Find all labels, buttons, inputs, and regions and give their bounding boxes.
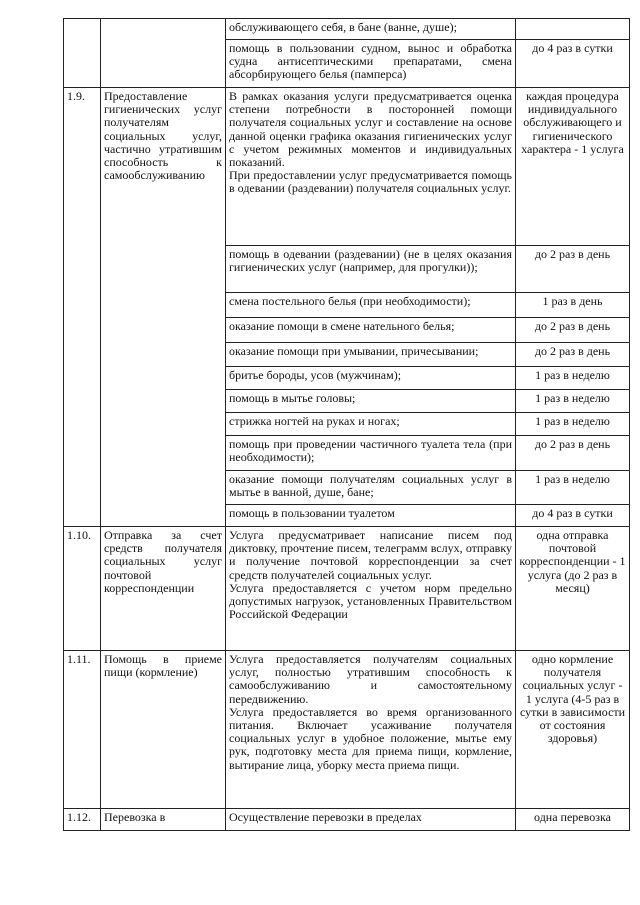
service-name: Предоставление гигиенических услуг получателям социальных услуг, частично утратившим способность к самообслуживанию — [101, 88, 226, 527]
service-description: оказание помощи при умывании, причесывании; — [226, 343, 516, 367]
service-description: помощь в пользовании судном, вынос и обработка судна антисептическими препаратами, смена абсорбирующего белья (памперса) — [226, 40, 516, 88]
service-frequency: 1 раз в неделю — [516, 471, 630, 505]
service-frequency: 1 раз в неделю — [516, 367, 630, 390]
service-description: помощь в одевании (раздевании) (не в целях оказания гигиенических услуг (например, для прогулки)); — [226, 246, 516, 293]
description-paragraph: При предоставлении услуг предусматривается помощь в одевании (раздевании) получателя социальных услуг. — [229, 168, 512, 196]
service-frequency: 1 раз в неделю — [516, 390, 630, 413]
table-row — [64, 527, 630, 651]
service-frequency: одно кормление получателя социальных услуг - 1 услуга (4-5 раз в сутки в зависимости от состояния здоровья) — [516, 651, 630, 809]
row-number: 1.10. — [64, 527, 101, 651]
table-row — [64, 809, 630, 831]
service-name: Помощь в приеме пищи (кормление) — [101, 651, 226, 809]
service-frequency: одна отправка почтовой корреспонденции - 1 услуга (до 2 раз в месяц) — [516, 527, 630, 651]
description-paragraph: Услуга предоставляется во время организованного питания. Включает усаживание получателя социальных услуг в удобное положение, мытье ему рук, подготовку места для приема пищи, кормление, вытирание лица, уборку места приема пищи. — [229, 704, 512, 772]
service-frequency: до 2 раз в день — [516, 246, 630, 293]
service-description: помощь при проведении частичного туалета тела (при необходимости); — [226, 436, 516, 471]
service-frequency: 1 раз в неделю — [516, 413, 630, 436]
service-description: оказание помощи получателям социальных услуг в мытье в ванной, душе, бане; — [226, 471, 516, 505]
description-paragraph: Услуга предусматривает написание писем под диктовку, прочтение писем, телеграмм вслух, отправку и получение почтовой корреспонденции за счет средств получателей социальных услуг. — [229, 528, 512, 582]
service-description — [226, 651, 516, 809]
service-description: оказание помощи в смене нательного белья; — [226, 318, 516, 343]
row-number: 1.9. — [64, 88, 101, 527]
service-frequency: до 2 раз в день — [516, 436, 630, 471]
service-frequency: до 2 раз в день — [516, 343, 630, 367]
row-number: 1.11. — [64, 651, 101, 809]
service-description: бритье бороды, усов (мужчинам); — [226, 367, 516, 390]
service-frequency: до 4 раз в сутки — [516, 40, 630, 88]
row-number — [64, 19, 101, 88]
service-frequency: 1 раз в день — [516, 293, 630, 318]
services-table — [63, 18, 630, 831]
service-description — [226, 527, 516, 651]
service-frequency: одна перевозка — [516, 809, 630, 831]
service-name: Отправка за счет средств получателя социальных услуг почтовой корреспонденции — [101, 527, 226, 651]
service-description — [226, 88, 516, 246]
service-description: стрижка ногтей на руках и ногах; — [226, 413, 516, 436]
table-row — [64, 19, 630, 40]
service-description: помощь в пользовании туалетом — [226, 505, 516, 527]
service-frequency: до 4 раз в сутки — [516, 505, 630, 527]
service-description: помощь в мытье головы; — [226, 390, 516, 413]
description-paragraph: Осуществление перевозки в пределах — [229, 810, 422, 824]
service-frequency — [516, 19, 630, 40]
description-paragraph: В рамках оказания услуги предусматривается оценка степени потребности в посторонней помощи получателя социальных услуг и составление на основе данной оценки графика оказания гигиенических услуг с учетом режимных моментов и индивидуальных показаний. — [229, 89, 512, 170]
row-number: 1.12. — [64, 809, 101, 831]
description-paragraph: Услуга предоставляется получателям социальных услуг, полностью утратившим способность к самообслуживанию и самостоятельному передвижению. — [229, 652, 512, 706]
description-paragraph: Услуга предоставляется с учетом норм предельно допустимых нагрузок, установленных Правительством Российской Федерации — [229, 580, 512, 622]
service-description: обслуживающего себя, в бане (ванне, душе); — [226, 19, 516, 40]
service-description — [226, 809, 516, 831]
table-row — [64, 88, 630, 246]
service-name: Перевозка в — [101, 809, 226, 831]
service-frequency: до 2 раз в день — [516, 318, 630, 343]
table-row — [64, 651, 630, 809]
service-description: смена постельного белья (при необходимости); — [226, 293, 516, 318]
service-frequency: каждая процедура индивидуального обслуживающего и гигиенического характера - 1 услуга — [516, 88, 630, 246]
service-name — [101, 19, 226, 88]
